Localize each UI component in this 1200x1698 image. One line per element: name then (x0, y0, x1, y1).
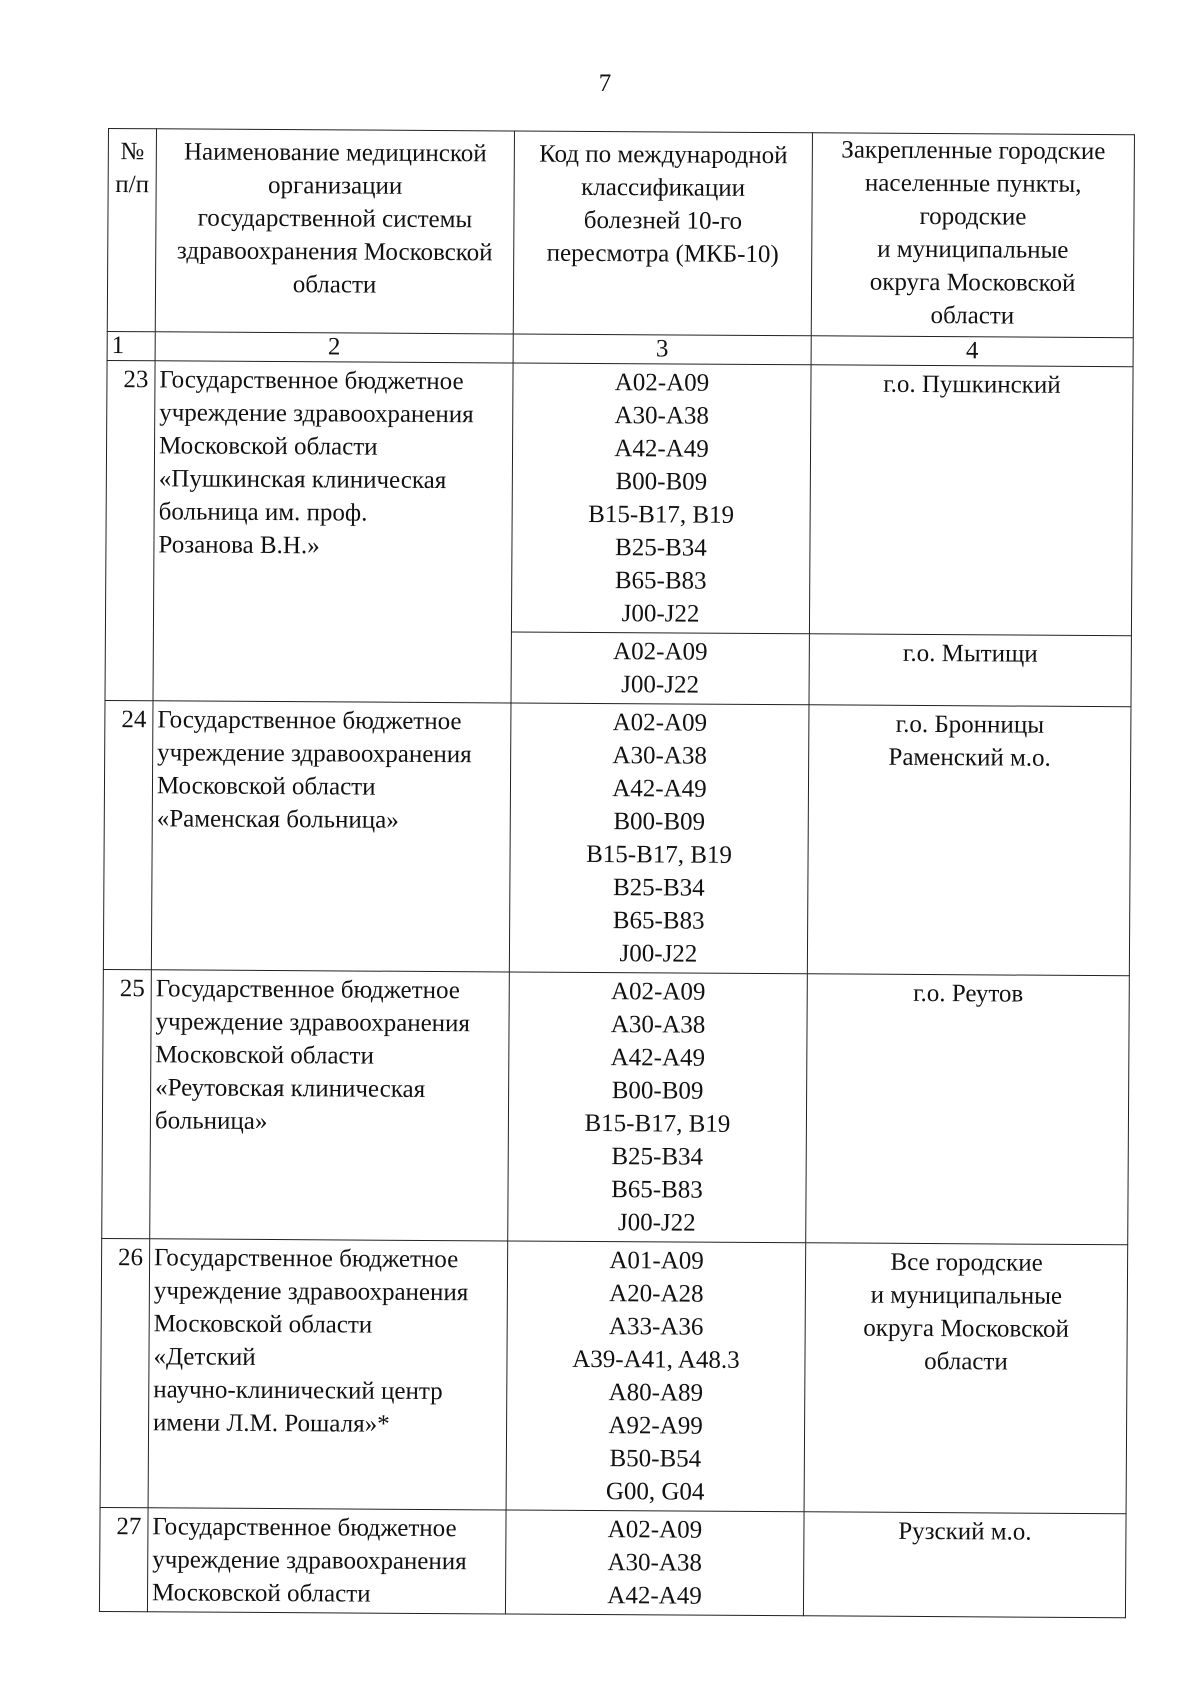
assigned-area-line: и муниципальные (870, 1281, 1063, 1310)
icd-code: A02-A09 (613, 638, 708, 666)
organization-name-line: учреждение здравоохранения (153, 1277, 469, 1307)
assigned-area (809, 634, 1131, 707)
header-text: Наименование медицинской (183, 138, 487, 168)
icd-code: B50-B54 (609, 1445, 702, 1473)
icd-code: J00-J22 (621, 671, 700, 699)
icd-code: J00-J22 (621, 600, 700, 628)
organization-name-line: больница им. проф. (158, 498, 368, 527)
assigned-area-line: Рузский м.о. (898, 1517, 1032, 1546)
organization-name (150, 970, 510, 1241)
organization-name-line: имени Л.М. Рошаля»* (153, 1409, 390, 1438)
icd-code: B15-B17, B19 (584, 1109, 731, 1138)
organization-name-line: «Раменская больница» (156, 805, 399, 834)
assigned-area (803, 1512, 1126, 1618)
icd-codes (506, 1241, 806, 1512)
icd-code: A02-A09 (614, 369, 710, 397)
icd-code: A92-A99 (608, 1412, 703, 1440)
header-text: № (120, 138, 145, 166)
header-text: п/п (115, 171, 150, 199)
organization-name-line: научно-клинический центр (153, 1376, 443, 1406)
icd-code: B25-B34 (615, 534, 707, 562)
header-text: организации (267, 171, 403, 200)
icd-code: A42-A49 (607, 1582, 702, 1610)
icd-code: A20-A28 (609, 1280, 704, 1308)
icd-code: A33-A36 (608, 1313, 704, 1341)
organization-name-line: Государственное бюджетное (157, 706, 462, 736)
icd-code: A42-A49 (610, 1044, 706, 1072)
organization-name-line: учреждение здравоохранения (155, 1008, 471, 1038)
icd-code: J00-J22 (619, 940, 698, 968)
icd-code: B15-B17, B19 (588, 500, 735, 529)
column-number: 1 (107, 331, 155, 360)
icd-code: B25-B34 (612, 874, 705, 902)
icd-code: B15-B17, B19 (586, 840, 733, 869)
row-number: 23 (105, 360, 155, 700)
row-number: 27 (99, 1507, 148, 1611)
row-number: 25 (102, 969, 152, 1238)
icd-code: B00-B09 (611, 1077, 704, 1105)
icd-code: A02-A09 (610, 978, 706, 1006)
icd-code: J00-J22 (617, 1209, 696, 1237)
header-text: Закрепленные городские (841, 136, 1106, 166)
icd-code: A30-A38 (614, 402, 710, 430)
assigned-area-line: г.о. Реутов (913, 979, 1024, 1008)
assigned-area-line: Все городские (890, 1248, 1043, 1277)
header-number (107, 129, 156, 332)
icd-code: A02-A09 (612, 709, 708, 737)
table-row (102, 969, 1130, 1244)
header-text: государственной системы (197, 204, 473, 234)
organization-name-line: Государственное бюджетное (159, 366, 464, 396)
organization-name-line: Московской области (153, 1310, 373, 1339)
assigned-area (807, 705, 1131, 976)
icd-code: A30-A38 (610, 1011, 706, 1039)
assigned-area (806, 974, 1130, 1245)
header-text: населенные пункты, (864, 169, 1082, 198)
table-row (100, 1238, 1128, 1513)
icd-code: A30-A38 (607, 1549, 703, 1577)
organization-name-line: Московской области (155, 1041, 374, 1070)
icd-code: B00-B09 (613, 808, 706, 836)
icd-code: B00-B09 (615, 468, 708, 496)
assigned-area-line: г.о. Бронницы (895, 710, 1045, 739)
header-text: болезней 10-го (583, 206, 743, 235)
icd-code: B65-B83 (614, 567, 707, 595)
assigned-area-line: округа Московской (863, 1314, 1070, 1343)
header-text: Код по международной (539, 140, 788, 170)
column-number: 3 (513, 334, 811, 365)
header-text: пересмотра (МКБ-10) (546, 239, 779, 269)
header-assigned-areas (811, 133, 1134, 338)
assigned-area (804, 1243, 1128, 1514)
icd-codes (505, 1510, 804, 1616)
row-number: 24 (103, 700, 153, 969)
organization-name (153, 361, 513, 703)
icd-code: A42-A49 (612, 775, 707, 803)
icd-code: A01-A09 (609, 1247, 704, 1275)
organization-name-line: Розанова В.Н.» (158, 531, 320, 560)
table-header-row (107, 129, 1134, 338)
icd-code: B65-B83 (611, 1176, 703, 1204)
header-text: городские (919, 202, 1027, 231)
icd-code: A42-A49 (614, 435, 709, 463)
assigned-area-line: г.о. Пушкинский (883, 370, 1061, 399)
organization-name-line: Московской области (158, 432, 378, 461)
header-text: здравоохранения Московской (176, 237, 493, 267)
organization-name-line: Государственное бюджетное (154, 1244, 459, 1274)
header-organization-name (155, 129, 514, 334)
icd-codes (511, 632, 809, 705)
icd-code: G00, G04 (605, 1478, 705, 1506)
organization-name-line: больница» (154, 1107, 268, 1135)
table-body (99, 360, 1133, 1617)
icd-code: A02-A09 (607, 1516, 703, 1544)
assigned-area-line: Раменский м.о. (888, 743, 1051, 772)
organization-name (151, 701, 511, 972)
column-number: 2 (155, 332, 513, 363)
row-number: 26 (100, 1238, 150, 1507)
header-text: округа Московской (869, 268, 1076, 297)
header-text: области (930, 302, 1015, 330)
column-number: 4 (811, 336, 1133, 367)
organization-name (148, 1239, 508, 1510)
icd-codes (511, 363, 811, 634)
document-table-wrapper (99, 128, 1134, 1618)
table-row (103, 700, 1131, 975)
organization-name (147, 1508, 506, 1614)
organization-name-line: Московской области (156, 772, 376, 801)
organization-name-line: учреждение здравоохранения (152, 1546, 467, 1576)
organization-name-line: Государственное бюджетное (155, 975, 460, 1005)
table-row (105, 360, 1133, 635)
header-text: и муниципальные (877, 235, 1069, 264)
icd-code: A30-A38 (612, 742, 707, 770)
assigned-area (809, 365, 1133, 636)
organization-name-line: Московской области (151, 1579, 371, 1608)
icd-code: B25-B34 (611, 1143, 704, 1171)
medical-organizations-table (99, 128, 1135, 1618)
table-row (99, 1507, 1126, 1617)
header-icd-code (513, 131, 812, 336)
organization-name-line: «Пушкинская клиническая (158, 465, 447, 495)
icd-codes (508, 972, 808, 1243)
organization-name-line: учреждение здравоохранения (157, 739, 472, 769)
icd-code: A80-A89 (608, 1379, 704, 1407)
assigned-area-line: г.о. Мытищи (902, 639, 1038, 668)
icd-code: A39-A41, A48.3 (572, 1345, 740, 1374)
organization-name-line: «Реутовская клиническая (155, 1074, 426, 1103)
organization-name-line: «Детский (153, 1343, 256, 1371)
icd-code: B65-B83 (612, 907, 705, 935)
header-text: классификации (581, 173, 746, 202)
organization-name-line: учреждение здравоохранения (159, 399, 474, 429)
page-number: 7 (598, 70, 612, 97)
organization-name-line: Государственное бюджетное (152, 1513, 457, 1543)
assigned-area-line: области (924, 1348, 1008, 1376)
icd-codes (509, 703, 809, 974)
header-text: области (292, 271, 377, 299)
